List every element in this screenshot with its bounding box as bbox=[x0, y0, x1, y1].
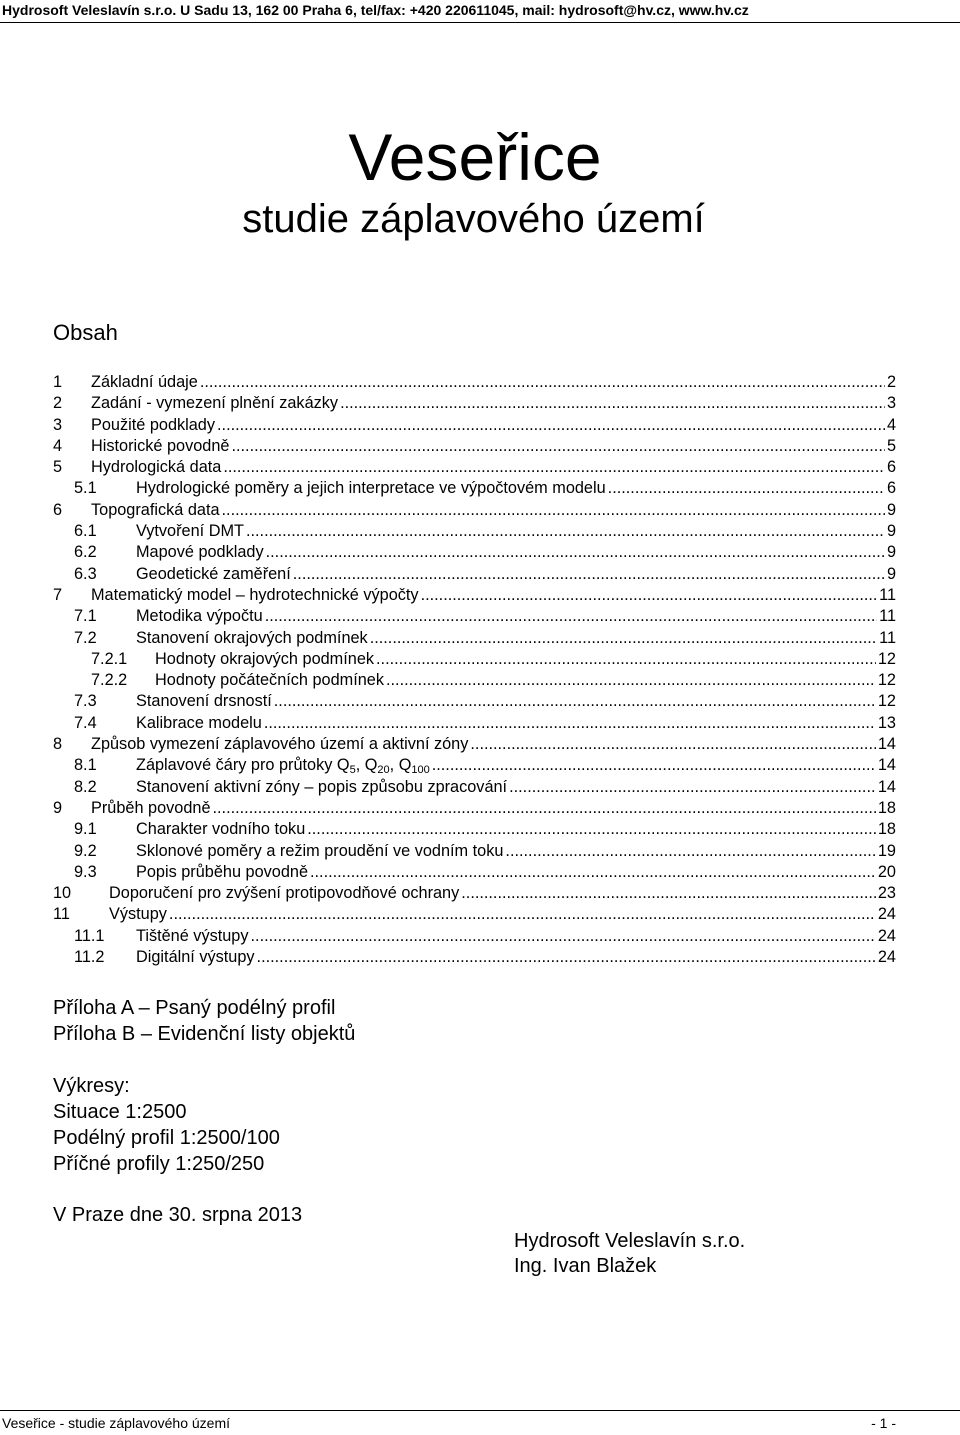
toc-number: 11.2 bbox=[74, 948, 105, 967]
toc-heading: Obsah bbox=[53, 320, 118, 345]
toc-leader bbox=[231, 436, 884, 457]
toc-number: 7.3 bbox=[74, 692, 97, 711]
toc-entry[interactable] bbox=[53, 670, 896, 691]
toc-title: Stanovení aktivní zóny – popis způsobu zpracování bbox=[136, 777, 508, 796]
toc-number: 5 bbox=[53, 458, 63, 477]
toc-leader bbox=[432, 755, 876, 776]
toc-entry[interactable] bbox=[53, 393, 896, 414]
appendix-b: Příloha B – Evidenční listy objektů bbox=[53, 1023, 356, 1045]
toc-title: Použité podklady bbox=[91, 415, 216, 434]
toc-entry[interactable] bbox=[53, 457, 896, 478]
toc-page: 9 bbox=[886, 500, 896, 519]
toc-title: Výstupy bbox=[109, 905, 167, 924]
toc-leader bbox=[265, 606, 877, 627]
page-header bbox=[0, 0, 960, 23]
toc-title: Hydrologická data bbox=[91, 458, 222, 477]
toc-page: 5 bbox=[886, 436, 896, 455]
toc-page: 24 bbox=[877, 948, 896, 967]
toc-number: 3 bbox=[53, 415, 63, 434]
toc-leader bbox=[505, 841, 875, 862]
toc-number: 7.2.1 bbox=[91, 649, 128, 668]
toc-number: 4 bbox=[53, 436, 63, 455]
toc-number: 5.1 bbox=[74, 479, 97, 498]
toc-title: Zadání - vymezení plnění zakázky bbox=[91, 394, 339, 413]
toc-leader bbox=[169, 904, 876, 925]
toc-entry[interactable] bbox=[53, 819, 896, 840]
toc-number: 8 bbox=[53, 735, 63, 754]
toc-title: Charakter vodního toku bbox=[136, 820, 306, 839]
toc-page: 11 bbox=[879, 607, 896, 626]
toc-page: 14 bbox=[877, 735, 896, 754]
toc-number: 6 bbox=[53, 500, 63, 519]
toc-page: 3 bbox=[886, 394, 896, 413]
toc-title: Vytvoření DMT bbox=[136, 522, 244, 541]
toc-title: Průběh povodně bbox=[91, 798, 211, 817]
table-of-contents bbox=[53, 372, 896, 968]
toc-entry[interactable] bbox=[53, 436, 896, 457]
toc-page: 9 bbox=[886, 522, 896, 541]
subscript-5: 5 bbox=[349, 764, 356, 777]
toc-page: 12 bbox=[877, 671, 896, 690]
signature-person: Ing. Ivan Blažek bbox=[514, 1255, 657, 1277]
toc-number: 7.2 bbox=[74, 628, 97, 647]
toc-number: 9.1 bbox=[74, 820, 97, 839]
toc-title: Tištěné výstupy bbox=[136, 926, 249, 945]
toc-title: Popis průběhu povodně bbox=[136, 862, 308, 881]
toc-leader bbox=[251, 926, 876, 947]
toc-leader bbox=[340, 393, 885, 414]
toc-leader bbox=[213, 798, 876, 819]
toc-leader bbox=[376, 649, 876, 670]
toc-page: 11 bbox=[879, 585, 896, 604]
toc-number: 6.1 bbox=[74, 522, 97, 541]
toc-number: 9.2 bbox=[74, 841, 97, 860]
toc-leader bbox=[266, 542, 885, 563]
toc-title: Základní údaje bbox=[91, 373, 198, 391]
toc-entry[interactable] bbox=[53, 500, 896, 521]
toc-entry[interactable] bbox=[53, 926, 896, 947]
drawing-item: Podélný profil 1:2500/100 bbox=[53, 1127, 280, 1149]
toc-page: 18 bbox=[877, 820, 896, 839]
toc-entry[interactable] bbox=[53, 862, 896, 883]
place-date: V Praze dne 30. srpna 2013 bbox=[53, 1204, 303, 1226]
toc-leader bbox=[293, 564, 885, 585]
toc-entry[interactable] bbox=[53, 904, 896, 925]
toc-leader bbox=[310, 862, 876, 883]
toc-leader bbox=[223, 457, 885, 478]
toc-entry[interactable] bbox=[53, 755, 896, 776]
toc-page: 13 bbox=[877, 713, 896, 732]
subscript-100: 100 bbox=[411, 764, 430, 777]
toc-number: 11.1 bbox=[74, 926, 105, 945]
toc-number: 11 bbox=[53, 905, 70, 924]
toc-title: Hodnoty okrajových podmínek bbox=[155, 649, 375, 668]
toc-title: Hydrologické poměry a jejich interpretace ve výpočtovém modelu bbox=[136, 479, 606, 498]
toc-page: 9 bbox=[886, 564, 896, 583]
toc-leader bbox=[608, 478, 885, 499]
toc-leader bbox=[257, 947, 876, 968]
toc-number: 10 bbox=[53, 884, 72, 903]
toc-title: Kalibrace modelu bbox=[136, 713, 262, 732]
toc-entry[interactable] bbox=[53, 372, 896, 393]
toc-title: Hodnoty počátečních podmínek bbox=[155, 671, 384, 690]
toc-title: Doporučení pro zvýšení protipovodňové ochrany bbox=[109, 884, 460, 903]
toc-entry[interactable] bbox=[53, 606, 896, 627]
toc-entry[interactable] bbox=[53, 478, 896, 499]
signature-company: Hydrosoft Veleslavín s.r.o. bbox=[514, 1230, 746, 1252]
toc-number: 6.3 bbox=[74, 564, 97, 583]
toc-entry[interactable] bbox=[53, 777, 896, 798]
toc-number: 9 bbox=[53, 798, 63, 817]
toc-leader bbox=[274, 691, 876, 712]
document-subtitle: studie záplavového území bbox=[242, 197, 705, 241]
toc-page: 23 bbox=[877, 884, 896, 903]
toc-number: 7.2.2 bbox=[91, 671, 128, 690]
toc-leader bbox=[264, 713, 876, 734]
toc-leader bbox=[370, 628, 877, 649]
appendix-a: Příloha A – Psaný podélný profil bbox=[53, 997, 336, 1019]
toc-page: 6 bbox=[886, 479, 896, 498]
toc-title: Digitální výstupy bbox=[136, 948, 255, 967]
toc-leader bbox=[307, 819, 876, 840]
toc-title: Topografická data bbox=[91, 500, 220, 519]
footer-left: Veseřice - studie záplavového území bbox=[2, 1415, 231, 1431]
toc-entry[interactable] bbox=[53, 542, 896, 563]
toc-number: 2 bbox=[53, 394, 63, 413]
toc-leader bbox=[386, 670, 876, 691]
toc-title: Způsob vymezení záplavového území a aktivní zóny bbox=[91, 735, 469, 754]
toc-page: 2 bbox=[886, 373, 896, 391]
toc-entry[interactable] bbox=[53, 947, 896, 968]
toc-entry[interactable] bbox=[53, 841, 896, 862]
toc-entry[interactable] bbox=[53, 415, 896, 436]
toc-number: 9.3 bbox=[74, 862, 97, 881]
toc-leader bbox=[421, 585, 878, 606]
toc-entry[interactable] bbox=[53, 798, 896, 819]
toc-number: 6.2 bbox=[74, 543, 97, 562]
toc-number: 7 bbox=[53, 585, 63, 604]
toc-number: 7.4 bbox=[74, 713, 97, 732]
toc-page: 12 bbox=[877, 649, 896, 668]
toc-leader bbox=[200, 372, 885, 393]
toc-number: 7.1 bbox=[74, 607, 97, 626]
toc-title: Historické povodně bbox=[91, 436, 230, 455]
toc-title: Sklonové poměry a režim proudění ve vodním toku bbox=[136, 841, 504, 860]
toc-leader bbox=[217, 415, 885, 436]
toc-page: 14 bbox=[877, 756, 896, 775]
toc-title-sep: , Q bbox=[355, 756, 378, 775]
toc-number: 1 bbox=[53, 373, 63, 391]
drawing-item: Příčné profily 1:250/250 bbox=[53, 1153, 265, 1175]
toc-leader bbox=[461, 883, 876, 904]
toc-page: 6 bbox=[886, 458, 896, 477]
toc-title: Metodika výpočtu bbox=[136, 607, 263, 626]
toc-entry[interactable] bbox=[53, 691, 896, 712]
document-title: Veseřice bbox=[348, 120, 602, 194]
page-number: - 1 - bbox=[871, 1415, 896, 1431]
toc-entry[interactable] bbox=[53, 713, 896, 734]
toc-page: 4 bbox=[886, 415, 896, 434]
toc-page: 24 bbox=[877, 905, 896, 924]
toc-title bbox=[136, 755, 430, 776]
toc-page: 9 bbox=[886, 543, 896, 562]
toc-title: Stanovení okrajových podmínek bbox=[136, 628, 368, 647]
toc-entry[interactable] bbox=[53, 883, 896, 904]
toc-number: 8.2 bbox=[74, 777, 97, 796]
subscript-20: 20 bbox=[377, 764, 390, 777]
toc-entry[interactable] bbox=[53, 585, 896, 606]
toc-page: 20 bbox=[877, 862, 896, 881]
toc-entry[interactable] bbox=[53, 734, 896, 755]
toc-entry[interactable] bbox=[53, 649, 896, 670]
toc-leader bbox=[222, 500, 885, 521]
toc-number: 8.1 bbox=[74, 756, 97, 775]
toc-page: 24 bbox=[877, 926, 896, 945]
toc-leader bbox=[509, 777, 876, 798]
toc-title-sep: , Q bbox=[389, 756, 412, 775]
page-footer bbox=[0, 1410, 960, 1431]
toc-title: Matematický model – hydrotechnické výpočty bbox=[91, 585, 419, 604]
toc-entry[interactable] bbox=[53, 564, 896, 585]
toc-leader bbox=[246, 521, 885, 542]
toc-leader bbox=[470, 734, 875, 755]
toc-page: 19 bbox=[877, 841, 896, 860]
drawing-item: Situace 1:2500 bbox=[53, 1101, 187, 1123]
toc-title-text: Záplavové čáry pro průtoky Q bbox=[136, 756, 350, 775]
toc-title: Stanovení drsností bbox=[136, 692, 272, 711]
drawings-heading: Výkresy: bbox=[53, 1075, 130, 1097]
toc-entry[interactable] bbox=[53, 521, 896, 542]
toc-title: Geodetické zaměření bbox=[136, 564, 291, 583]
toc-title: Mapové podklady bbox=[136, 543, 264, 562]
toc-entry[interactable] bbox=[53, 628, 896, 649]
header-text: Hydrosoft Veleslavín s.r.o. U Sadu 13, 162 00 Praha 6, tel/fax: +420 220611045, mail: hydrosoft@hv.cz, www.hv.cz bbox=[2, 2, 749, 18]
toc-page: 18 bbox=[877, 798, 896, 817]
toc-page: 14 bbox=[877, 777, 896, 796]
toc-page: 12 bbox=[877, 692, 896, 711]
toc-page: 11 bbox=[879, 628, 896, 647]
